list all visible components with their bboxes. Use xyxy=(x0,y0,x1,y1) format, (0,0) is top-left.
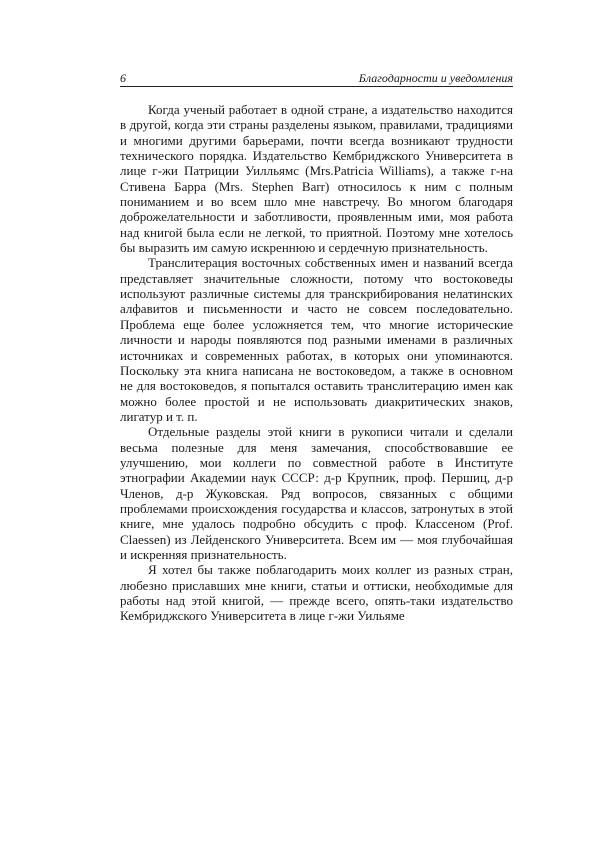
header-rule xyxy=(120,86,513,87)
body-text xyxy=(120,102,513,624)
page-number: 6 xyxy=(120,71,126,85)
paragraph-publisher-thanks: Когда ученый работает в одной стране, а издательство находится в другой, когда эти страны разделены языком, правилами, традициями и многими другими барьерами, почти всегда возникают трудности технического порядка. Издательство Кембриджского Университета в лице г-жи Патриции Уилльямс (Mrs.Patricia Williams), а также г-на Стивена Барра (Mrs. Stephen Barr) относилось к ним с полным пониманием и во всем шло мне навстречу. Во многом благодаря доброжелательности и заботливости, проявленным ими, моя работа над книгой была если не легкой, то приятной. Поэтому мне хотелось бы выразить им самую искреннюю и сердечную признательность. xyxy=(120,102,513,256)
paragraph-colleagues-thanks: Отдельные разделы этой книги в рукописи читали и сделали весьма полезные для меня замечания, способствовавшие ее улучшению, мои коллеги по совместной работе в Институте этнографии Академии наук СССР: д-р Крупник, проф. Першиц, д-р Членов, д-р Жуковская. Ряд вопросов, связанных с общими проблемами происхождения государства и классов, затронутых в этой книге, мне удалось подробно обсудить с проф. Классеном (Prof. Claessen) из Лейденского Университета. Всем им — моя глубочайшая и искренняя признательность. xyxy=(120,424,513,562)
paragraph-transliteration: Транслитерация восточных собственных имен и названий всегда представляет значительные сложности, потому что востоковеды используют различные системы для транскрибирования нелатинских алфавитов и письменности и часто не совсем последовательно. Проблема еще более усложняется тем, что многие исторические личности и народы появляются под разными именами в различных источниках и современных работах, в которых они упоминаются. Поскольку эта книга написана не востоковедом, а также в основном не для востоковедов, я попытался оставить транслитерацию имен как можно более простой и не использовать диакритических знаков, лигатур и т. п. xyxy=(120,255,513,424)
running-title: Благодарности и уведомления xyxy=(358,71,513,85)
page-header xyxy=(120,71,513,87)
paragraph-international-thanks: Я хотел бы также поблагодарить моих коллег из разных стран, любезно приславших мне книги, статьи и оттиски, необходимые для работы над этой книгой, — прежде всего, опять-таки издательство Кембриджского Университета в лице г-жи Уильяме xyxy=(120,562,513,624)
